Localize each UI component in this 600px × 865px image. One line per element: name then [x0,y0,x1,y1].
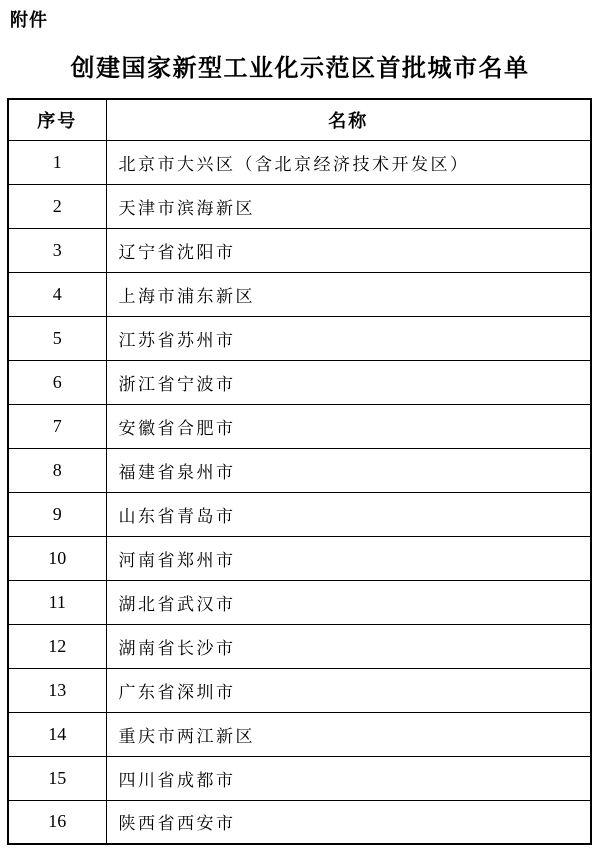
row-index: 5 [8,316,106,360]
row-city-name: 山东省青岛市 [106,492,591,536]
row-index: 8 [8,448,106,492]
row-index: 16 [8,800,106,844]
table-row [8,580,591,624]
row-city-name: 广东省深圳市 [106,668,591,712]
row-city-name: 陕西省西安市 [106,800,591,844]
row-city-name: 福建省泉州市 [106,448,591,492]
row-index: 4 [8,272,106,316]
row-index: 2 [8,184,106,228]
row-city-name: 江苏省苏州市 [106,316,591,360]
table-row [8,448,591,492]
row-index: 10 [8,536,106,580]
row-index: 15 [8,756,106,800]
row-city-name: 湖南省长沙市 [106,624,591,668]
row-index: 13 [8,668,106,712]
table-row [8,800,591,844]
row-city-name: 重庆市两江新区 [106,712,591,756]
row-index: 12 [8,624,106,668]
row-city-name: 湖北省武汉市 [106,580,591,624]
row-index: 11 [8,580,106,624]
row-index: 6 [8,360,106,404]
city-list-table [7,98,592,845]
table-row [8,272,591,316]
table-header-row [8,99,591,140]
attachment-label: 附件 [10,10,48,30]
row-city-name: 安徽省合肥市 [106,404,591,448]
row-city-name: 辽宁省沈阳市 [106,228,591,272]
table-row [8,360,591,404]
row-city-name: 上海市浦东新区 [106,272,591,316]
table-row [8,228,591,272]
row-index: 3 [8,228,106,272]
row-index: 14 [8,712,106,756]
page-title: 创建国家新型工业化示范区首批城市名单 [70,56,530,82]
table-row [8,492,591,536]
column-header-name: 名称 [106,99,591,140]
table-row [8,668,591,712]
table-row [8,712,591,756]
table-row [8,184,591,228]
row-index: 9 [8,492,106,536]
row-city-name: 四川省成都市 [106,756,591,800]
row-index: 1 [8,140,106,184]
row-city-name: 天津市滨海新区 [106,184,591,228]
row-city-name: 河南省郑州市 [106,536,591,580]
row-city-name: 浙江省宁波市 [106,360,591,404]
table-row [8,404,591,448]
row-index: 7 [8,404,106,448]
column-header-index: 序号 [8,99,106,140]
table-row [8,140,591,184]
table-body [8,140,591,844]
row-city-name: 北京市大兴区（含北京经济技术开发区） [106,140,591,184]
table-row [8,756,591,800]
table-row [8,624,591,668]
table-row [8,536,591,580]
table-row [8,316,591,360]
